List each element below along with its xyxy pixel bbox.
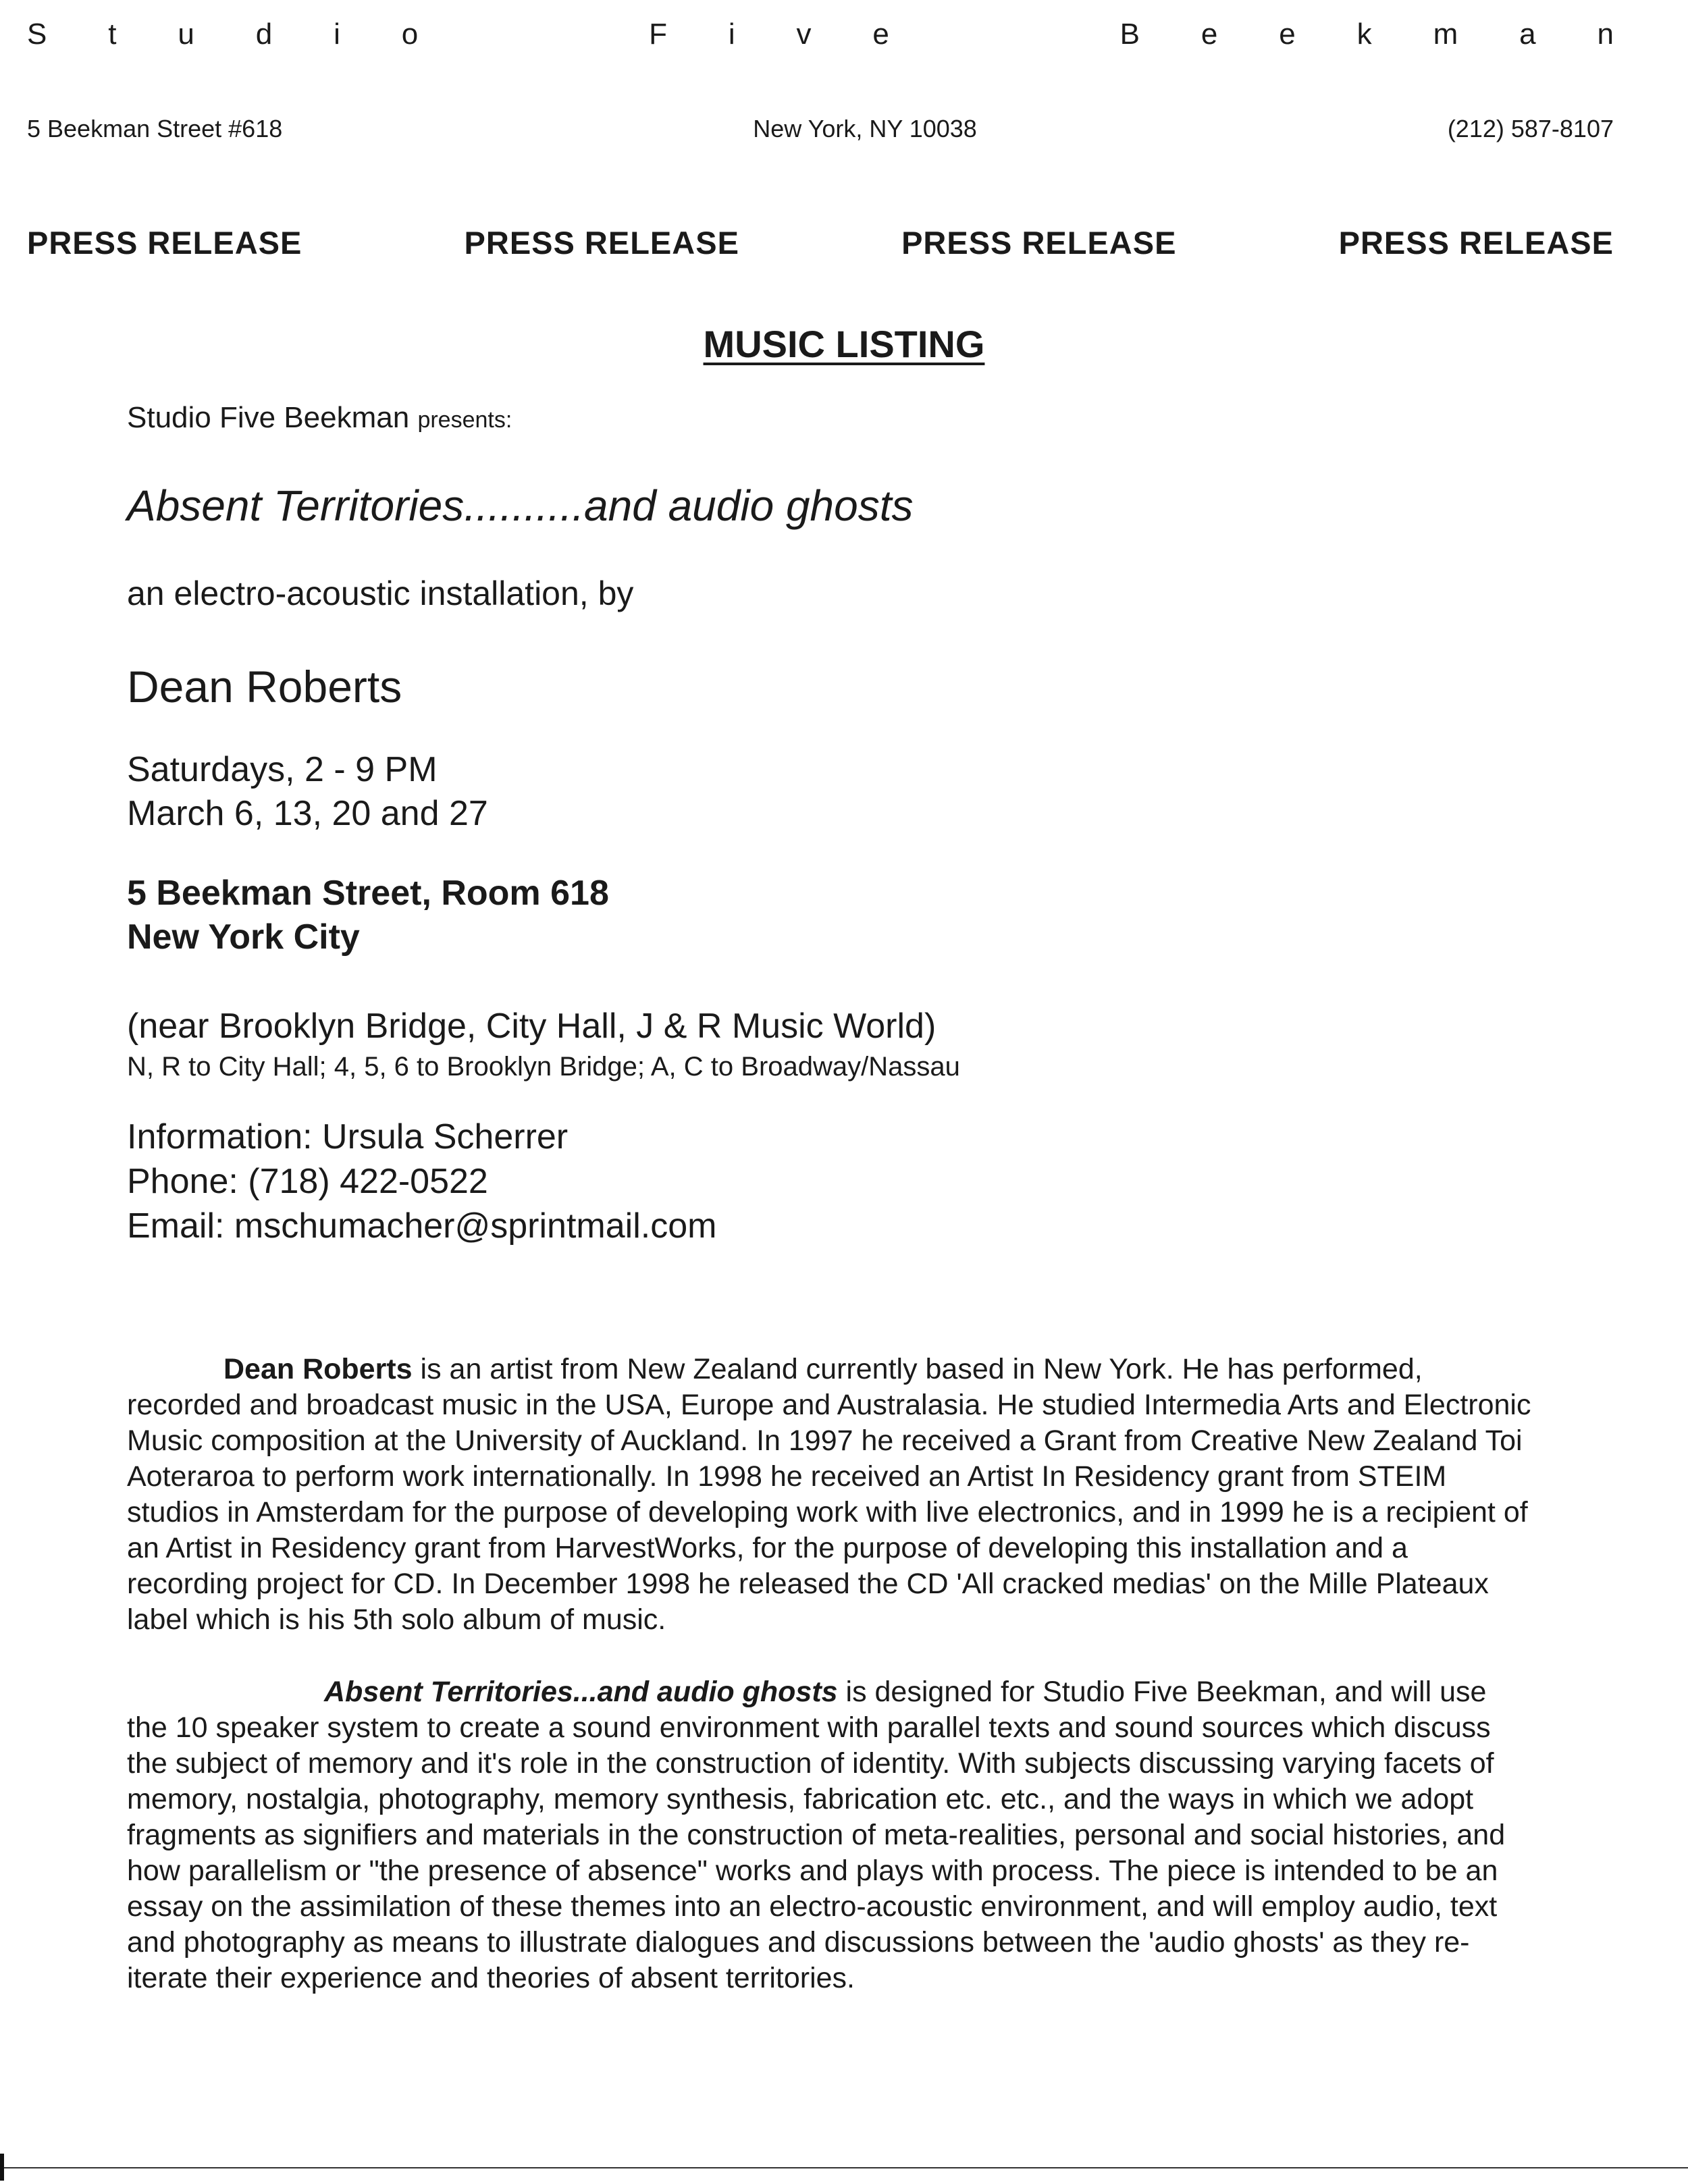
edge-mark — [0, 2154, 4, 2181]
gap — [479, 18, 587, 51]
letter: e — [872, 18, 889, 51]
letter: e — [1201, 18, 1218, 51]
city-address: New York, NY 10038 — [753, 115, 977, 142]
info-phone: Phone: (718) 422-0522 — [127, 1162, 488, 1201]
press-release-label: PRESS RELEASE — [464, 225, 739, 261]
transit-directions: N, R to City Hall; 4, 5, 6 to Brooklyn Bridge; A, C to Broadway/Nassau — [127, 1052, 960, 1082]
gap — [951, 18, 1059, 51]
press-release-label: PRESS RELEASE — [901, 225, 1177, 261]
venue-city: New York City — [127, 917, 360, 957]
work-description: an electro-acoustic installation, by — [127, 575, 634, 612]
letter: t — [108, 18, 117, 51]
bio-lead: Dean Roberts — [223, 1353, 413, 1385]
artist-name: Dean Roberts — [127, 662, 402, 712]
press-release-label: PRESS RELEASE — [27, 225, 302, 261]
schedule-days: Saturdays, 2 - 9 PM — [127, 750, 438, 789]
schedule-dates: March 6, 13, 20 and 27 — [127, 794, 488, 833]
letter: v — [796, 18, 812, 51]
letter: e — [1279, 18, 1296, 51]
work-title: Absent Territories..........and audio ghosts — [127, 481, 914, 530]
letter: S — [27, 18, 47, 51]
letterhead-name — [27, 18, 1614, 51]
venue-street: 5 Beekman Street, Room 618 — [127, 874, 609, 913]
press-release-label: PRESS RELEASE — [1338, 225, 1614, 261]
presents-word: presents: — [417, 407, 512, 433]
piece-text: is designed for Studio Five Beekman, and will use the 10 speaker system to create a sound environment with parallel texts and sound sources which discuss the subject of memory and it's role in the construction of identity. With subjects discussing varying facets of memory, nostalgia, photography, memory synthesis, fabrication etc. etc., and the ways in which we adopt fragments as signifiers and materials in the construction of meta-realities, personal and social histories, and how parallelism or "the presence of absence" works and plays with process. The piece is intended to be an essay on the assimilation of these themes into an electro-acoustic environment, and will employ audio, text and photography as means to illustrate dialogues and discussions between the 'audio ghosts' as they re-iterate their experience and theories of absent territories. — [127, 1676, 1506, 1994]
letter: d — [255, 18, 273, 51]
letter: a — [1519, 18, 1536, 51]
letterhead-address-row — [27, 115, 1614, 143]
info-email: Email: mschumacher@sprintmail.com — [127, 1206, 717, 1246]
press-release-row — [27, 224, 1614, 261]
letter: o — [401, 18, 419, 51]
bio-text: is an artist from New Zealand currently based in New York. He has performed, recorded and broadcast music in the USA, Europe and Australasia. He studied Intermedia Arts and Electronic Music composition at the University of Auckland. In 1997 he received a Grant from Creative New Zealand Toi Aoteraroa to perform work internationally. In 1998 he received an Artist In Residency grant from STEIM studios in Amsterdam for the purpose of developing work with live electronics, and in 1999 he is a recipient of an Artist in Residency grant from HarvestWorks, for the purpose of developing this installation and a recording project for CD. In December 1998 he released the CD 'All cracked medias' on the Mille Plateaux label which is his 5th solo album of music. — [127, 1353, 1531, 1636]
piece-lead: Absent Territories...and audio ghosts — [324, 1676, 838, 1708]
piece-paragraph — [127, 1674, 1531, 1996]
letter: k — [1356, 18, 1372, 51]
listing-title: MUSIC LISTING — [703, 323, 985, 365]
letter: B — [1119, 18, 1140, 51]
studio-phone: (212) 587-8107 — [1447, 115, 1614, 142]
presenter-line — [127, 401, 512, 435]
bottom-rule — [0, 2167, 1688, 2168]
presenter: Studio Five Beekman — [127, 401, 410, 434]
letter: i — [728, 18, 735, 51]
letter: n — [1597, 18, 1614, 51]
info-contact: Information: Ursula Scherrer — [127, 1117, 569, 1156]
bio-paragraph — [127, 1352, 1531, 1638]
letter: u — [178, 18, 194, 51]
letter: i — [334, 18, 340, 51]
letter: m — [1433, 18, 1458, 51]
letter: F — [649, 18, 667, 51]
nearby-landmarks: (near Brooklyn Bridge, City Hall, J & R Music World) — [127, 1007, 937, 1046]
street-address: 5 Beekman Street #618 — [27, 115, 283, 142]
